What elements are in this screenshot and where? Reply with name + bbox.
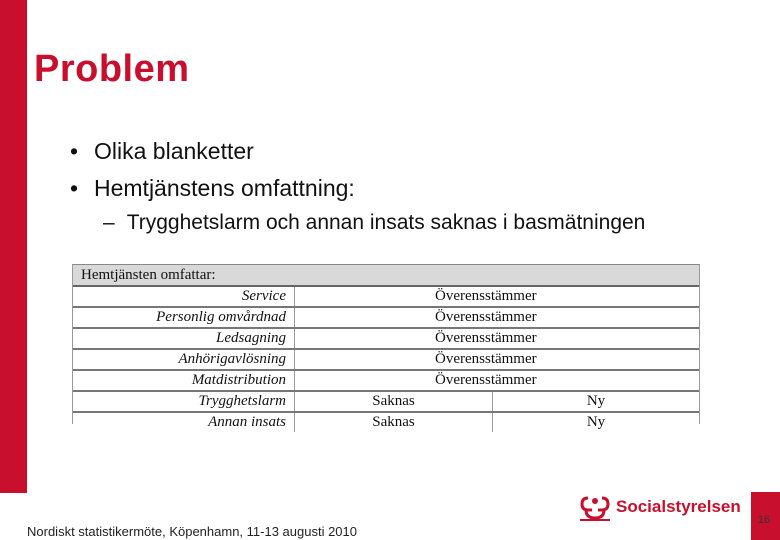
row-value: Överensstämmer (435, 372, 537, 388)
row-label: Anhörigavlösning (73, 350, 295, 369)
table-row (73, 413, 699, 432)
table-row (73, 308, 699, 329)
bullet-list (70, 133, 355, 207)
bullet-text: Olika blanketter (94, 138, 254, 164)
bullet-item (70, 133, 355, 170)
row-value: Överensstämmer (435, 330, 537, 346)
row-label: Matdistribution (73, 371, 295, 390)
row-value-b: Ny (586, 414, 606, 430)
left-accent-bar (0, 0, 27, 493)
table-row (73, 371, 699, 392)
footer-text: Nordiskt statistikermöte, Köpenhamn, 11-13 augusti 2010 (27, 524, 357, 539)
row-value: Överensstämmer (435, 309, 537, 325)
row-value: Överensstämmer (435, 351, 537, 367)
row-label: Annan insats (73, 413, 295, 432)
table-row (73, 329, 699, 350)
row-value-a: Saknas (295, 392, 493, 411)
table-header: Hemtjänsten omfattar: (73, 264, 699, 287)
bullet-text: Hemtjänstens omfattning: (94, 175, 355, 201)
slide-title: Problem (34, 48, 190, 90)
sub-bullet-item (103, 211, 645, 235)
row-label: Service (73, 287, 295, 306)
table-row (73, 350, 699, 371)
socialstyrelsen-logo (578, 492, 741, 522)
logo-emblem-icon (578, 492, 612, 522)
table-row (73, 392, 699, 413)
row-value-a: Saknas (295, 413, 493, 432)
row-value: Överensstämmer (435, 288, 537, 304)
row-label: Personlig omvårdnad (73, 308, 295, 327)
table-row (73, 287, 699, 308)
row-label: Trygghetslarm (73, 392, 295, 411)
bullet-dot-icon: • (70, 138, 79, 164)
row-value-b: Ny (586, 393, 606, 409)
sub-bullet-text: Trygghetslarm och annan insats saknas i basmätningen (126, 211, 646, 234)
comparison-table (72, 264, 700, 430)
bullet-item (70, 170, 355, 207)
row-label: Ledsagning (73, 329, 295, 348)
bullet-dot-icon: • (70, 175, 79, 201)
page-number: 16 (757, 514, 771, 526)
logo-text: Socialstyrelsen (616, 497, 741, 516)
sub-bullet-dash-icon: – (103, 211, 115, 234)
